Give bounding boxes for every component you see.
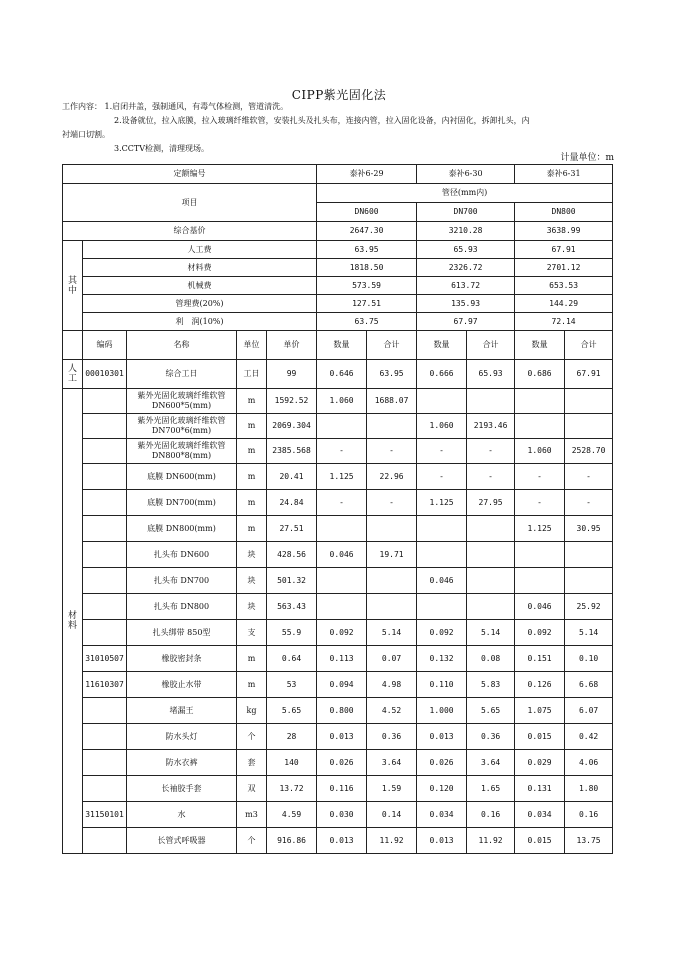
- row-name: 防水衣裤: [127, 750, 237, 776]
- column-header: 合计: [367, 331, 417, 360]
- row-q2: 0.132: [417, 646, 467, 672]
- work-line-4: 3.CCTV检测，清理现场。: [114, 144, 209, 153]
- row-t2: 5.65: [467, 698, 515, 724]
- row-name: 底膜 DN800(mm): [127, 516, 237, 542]
- breakdown-label: 材料费: [83, 259, 317, 277]
- row-t2: [467, 542, 515, 568]
- row-name: 防水头灯: [127, 724, 237, 750]
- group-spacer: [63, 331, 83, 360]
- row-code: [83, 389, 127, 414]
- row-code: [83, 698, 127, 724]
- row-t3: 1.80: [565, 776, 613, 802]
- row-q2: 0.092: [417, 620, 467, 646]
- row-t1: 0.36: [367, 724, 417, 750]
- table-row: [63, 620, 613, 646]
- row-t2: 5.83: [467, 672, 515, 698]
- row-t1: -: [367, 439, 417, 464]
- row-unit: kg: [237, 698, 267, 724]
- breakdown-value: 72.14: [515, 313, 613, 331]
- row-price: 563.43: [267, 594, 317, 620]
- table-row: [63, 594, 613, 620]
- row-name: 综合工日: [127, 360, 237, 389]
- table-row: [63, 542, 613, 568]
- table-row: [63, 516, 613, 542]
- row-t3: -: [565, 464, 613, 490]
- base-price-label: 综合基价: [63, 222, 317, 241]
- table-row: [63, 389, 613, 414]
- row-code: 11610307: [83, 672, 127, 698]
- work-line-1: 1.启闭井盖，强制通风，有毒气体检测，管道清洗。: [104, 102, 289, 111]
- row-code: [83, 414, 127, 439]
- row-name: 扎头布 DN600: [127, 542, 237, 568]
- row-q1: 0.116: [317, 776, 367, 802]
- row-name: 扎头布 DN700: [127, 568, 237, 594]
- breakdown-value: 573.59: [317, 277, 417, 295]
- row-q3: 0.015: [515, 828, 565, 854]
- column-header: 数量: [417, 331, 467, 360]
- row-q1: 0.046: [317, 542, 367, 568]
- row-code: 31150101: [83, 802, 127, 828]
- row-t1: 1688.07: [367, 389, 417, 414]
- breakdown-value: 613.72: [417, 277, 515, 295]
- row-q1: 0.092: [317, 620, 367, 646]
- row-q3: 0.151: [515, 646, 565, 672]
- row-t2: [467, 516, 515, 542]
- row-unit: 个: [237, 724, 267, 750]
- pipe-size-1: DN600: [317, 203, 417, 222]
- row-unit: m: [237, 389, 267, 414]
- row-q1: [317, 414, 367, 439]
- row-t3: 0.42: [565, 724, 613, 750]
- row-name: 底膜 DN600(mm): [127, 464, 237, 490]
- pipe-size-2: DN700: [417, 203, 515, 222]
- group-label-labor: 人工: [63, 360, 83, 389]
- row-t2: -: [467, 464, 515, 490]
- work-line-3: 衬端口切割。: [62, 130, 110, 139]
- row-t1: 5.14: [367, 620, 417, 646]
- row-q2: 0.110: [417, 672, 467, 698]
- table-row: [63, 414, 613, 439]
- row-q1: 1.125: [317, 464, 367, 490]
- base-price-row: [63, 222, 613, 241]
- row-t1: 22.96: [367, 464, 417, 490]
- row-q2: 0.013: [417, 828, 467, 854]
- row-unit: 块: [237, 594, 267, 620]
- row-t3: 4.06: [565, 750, 613, 776]
- row-q2: [417, 594, 467, 620]
- row-unit: 工日: [237, 360, 267, 389]
- row-q2: 0.013: [417, 724, 467, 750]
- row-unit: m: [237, 646, 267, 672]
- row-t3: 6.68: [565, 672, 613, 698]
- row-q1: 0.026: [317, 750, 367, 776]
- breakdown-value: 2701.12: [515, 259, 613, 277]
- row-price: 140: [267, 750, 317, 776]
- row-q1: -: [317, 490, 367, 516]
- row-price: 1592.52: [267, 389, 317, 414]
- column-header: 名称: [127, 331, 237, 360]
- row-t1: [367, 594, 417, 620]
- table-row: [63, 568, 613, 594]
- cost-breakdown-row: [63, 295, 613, 313]
- row-q2: 1.125: [417, 490, 467, 516]
- row-t2: 27.95: [467, 490, 515, 516]
- breakdown-value: 67.97: [417, 313, 515, 331]
- row-q1: 0.113: [317, 646, 367, 672]
- row-name: 紫外光固化玻璃纤维软管DN700*6(mm): [127, 414, 237, 439]
- breakdown-label: 管理费(20%): [83, 295, 317, 313]
- row-name: 橡胶止水带: [127, 672, 237, 698]
- row-q3: 0.029: [515, 750, 565, 776]
- row-t2: [467, 594, 515, 620]
- row-t3: 25.92: [565, 594, 613, 620]
- row-q1: [317, 594, 367, 620]
- breakdown-value: 127.51: [317, 295, 417, 313]
- qizhong-label: 其中: [63, 241, 83, 331]
- row-name: 紫外光固化玻璃纤维软管DN600*5(mm): [127, 389, 237, 414]
- row-t3: -: [565, 490, 613, 516]
- row-q2: [417, 389, 467, 414]
- row-q3: 1.075: [515, 698, 565, 724]
- row-q1: 0.013: [317, 724, 367, 750]
- breakdown-value: 1818.50: [317, 259, 417, 277]
- row-q3: 0.034: [515, 802, 565, 828]
- breakdown-value: 653.53: [515, 277, 613, 295]
- work-content-label: 工作内容：: [62, 102, 102, 111]
- row-price: 428.56: [267, 542, 317, 568]
- row-t1: 4.98: [367, 672, 417, 698]
- pipe-diameter-label: 管径(mm内): [317, 184, 613, 203]
- row-t3: 0.16: [565, 802, 613, 828]
- column-header: 单价: [267, 331, 317, 360]
- row-t2: 2193.46: [467, 414, 515, 439]
- row-name: 扎头绑带 850型: [127, 620, 237, 646]
- row-t1: [367, 414, 417, 439]
- quota-code-2: 泰补6-30: [417, 165, 515, 184]
- row-unit: 块: [237, 568, 267, 594]
- table-row: [63, 490, 613, 516]
- table-row: [63, 646, 613, 672]
- row-q1: 1.060: [317, 389, 367, 414]
- row-q3: 0.131: [515, 776, 565, 802]
- cost-breakdown-row: [63, 241, 613, 259]
- row-price: 4.59: [267, 802, 317, 828]
- row-code: [83, 568, 127, 594]
- breakdown-label: 机械费: [83, 277, 317, 295]
- item-label: 项目: [63, 184, 317, 222]
- row-q3: 0.046: [515, 594, 565, 620]
- pipe-diameter-row: [63, 184, 613, 203]
- row-q3: -: [515, 464, 565, 490]
- row-q1: 0.030: [317, 802, 367, 828]
- row-code: 00010301: [83, 360, 127, 389]
- row-unit: 套: [237, 750, 267, 776]
- row-t3: [565, 568, 613, 594]
- row-price: 916.86: [267, 828, 317, 854]
- row-q1: 0.013: [317, 828, 367, 854]
- row-t2: 0.08: [467, 646, 515, 672]
- row-q3: 1.125: [515, 516, 565, 542]
- row-price: 99: [267, 360, 317, 389]
- row-unit: m: [237, 672, 267, 698]
- row-q2: -: [417, 464, 467, 490]
- quota-table-body: [63, 165, 613, 854]
- quota-code-1: 泰补6-29: [317, 165, 417, 184]
- row-code: [83, 516, 127, 542]
- table-row: [63, 776, 613, 802]
- row-q3: 0.015: [515, 724, 565, 750]
- row-t1: 3.64: [367, 750, 417, 776]
- table-row: [63, 750, 613, 776]
- work-line-2: 2.设备就位，拉入底膜，拉入玻璃纤维软管，安装扎头及扎头布，连接内管，拉入固化设备，内衬固化，拆卸扎头，内: [114, 116, 530, 125]
- row-code: [83, 776, 127, 802]
- column-header: 数量: [515, 331, 565, 360]
- breakdown-value: 2326.72: [417, 259, 515, 277]
- row-t1: 0.07: [367, 646, 417, 672]
- row-t3: [565, 542, 613, 568]
- row-unit: 双: [237, 776, 267, 802]
- row-price: 27.51: [267, 516, 317, 542]
- row-name: 水: [127, 802, 237, 828]
- row-name: 扎头布 DN800: [127, 594, 237, 620]
- row-q1: -: [317, 439, 367, 464]
- row-price: 53: [267, 672, 317, 698]
- row-code: [83, 542, 127, 568]
- row-t3: 2528.70: [565, 439, 613, 464]
- row-q2: 1.000: [417, 698, 467, 724]
- row-q3: [515, 414, 565, 439]
- pipe-size-3: DN800: [515, 203, 613, 222]
- row-price: 2069.304: [267, 414, 317, 439]
- row-t3: 30.95: [565, 516, 613, 542]
- row-q2: [417, 516, 467, 542]
- row-price: 501.32: [267, 568, 317, 594]
- quota-no-label: 定额编号: [63, 165, 317, 184]
- row-q1: [317, 568, 367, 594]
- row-t1: 19.71: [367, 542, 417, 568]
- cost-breakdown-row: [63, 259, 613, 277]
- row-q1: 0.800: [317, 698, 367, 724]
- table-row: [63, 672, 613, 698]
- row-q2: 0.046: [417, 568, 467, 594]
- row-q3: 0.126: [515, 672, 565, 698]
- breakdown-label: 利 润(10%): [83, 313, 317, 331]
- row-unit: m3: [237, 802, 267, 828]
- breakdown-value: 63.95: [317, 241, 417, 259]
- breakdown-value: 63.75: [317, 313, 417, 331]
- breakdown-value: 144.29: [515, 295, 613, 313]
- row-q3: -: [515, 490, 565, 516]
- row-t3: [565, 389, 613, 414]
- row-t2: -: [467, 439, 515, 464]
- column-header-row: [63, 331, 613, 360]
- row-price: 20.41: [267, 464, 317, 490]
- row-price: 13.72: [267, 776, 317, 802]
- row-t2: [467, 568, 515, 594]
- column-header: 编码: [83, 331, 127, 360]
- row-t1: 1.59: [367, 776, 417, 802]
- breakdown-value: 135.93: [417, 295, 515, 313]
- breakdown-label: 人工费: [83, 241, 317, 259]
- row-unit: 块: [237, 542, 267, 568]
- row-t1: 0.14: [367, 802, 417, 828]
- row-t2: 0.36: [467, 724, 515, 750]
- cost-breakdown-row: [63, 277, 613, 295]
- base-price-2: 3210.28: [417, 222, 515, 241]
- base-price-3: 3638.99: [515, 222, 613, 241]
- row-unit: m: [237, 490, 267, 516]
- row-name: 长袖胶手套: [127, 776, 237, 802]
- row-code: [83, 490, 127, 516]
- row-t2: 1.65: [467, 776, 515, 802]
- row-q2: 0.026: [417, 750, 467, 776]
- row-code: [83, 750, 127, 776]
- row-name: 长管式呼吸器: [127, 828, 237, 854]
- row-t1: [367, 516, 417, 542]
- row-t1: 63.95: [367, 360, 417, 389]
- row-unit: 个: [237, 828, 267, 854]
- row-price: 55.9: [267, 620, 317, 646]
- breakdown-value: 65.93: [417, 241, 515, 259]
- row-code: [83, 594, 127, 620]
- column-header: 合计: [467, 331, 515, 360]
- row-q3: [515, 568, 565, 594]
- row-unit: 支: [237, 620, 267, 646]
- row-t2: 0.16: [467, 802, 515, 828]
- row-price: 0.64: [267, 646, 317, 672]
- table-row: [63, 360, 613, 389]
- row-q2: 0.666: [417, 360, 467, 389]
- row-t2: 5.14: [467, 620, 515, 646]
- row-price: 5.65: [267, 698, 317, 724]
- group-label-material: 材料: [63, 389, 83, 854]
- row-t1: 11.92: [367, 828, 417, 854]
- row-q2: 0.120: [417, 776, 467, 802]
- row-code: 31010507: [83, 646, 127, 672]
- row-unit: m: [237, 516, 267, 542]
- table-row: [63, 698, 613, 724]
- row-code: [83, 620, 127, 646]
- row-q3: 1.060: [515, 439, 565, 464]
- row-t2: 11.92: [467, 828, 515, 854]
- row-q3: 0.092: [515, 620, 565, 646]
- table-row: [63, 464, 613, 490]
- column-header: 数量: [317, 331, 367, 360]
- row-name: 堵漏王: [127, 698, 237, 724]
- row-price: 2385.568: [267, 439, 317, 464]
- column-header: 合计: [565, 331, 613, 360]
- quota-code-3: 泰补6-31: [515, 165, 613, 184]
- row-unit: m: [237, 414, 267, 439]
- row-t2: 3.64: [467, 750, 515, 776]
- row-name: 紫外光固化玻璃纤维软管DN800*8(mm): [127, 439, 237, 464]
- quota-table: [62, 164, 613, 854]
- row-code: [83, 828, 127, 854]
- cost-breakdown-row: [63, 313, 613, 331]
- row-code: [83, 724, 127, 750]
- row-t3: 0.10: [565, 646, 613, 672]
- row-q3: [515, 389, 565, 414]
- row-code: [83, 439, 127, 464]
- work-content: [62, 100, 618, 156]
- row-q2: 1.060: [417, 414, 467, 439]
- row-t3: 13.75: [565, 828, 613, 854]
- row-unit: m: [237, 439, 267, 464]
- row-q2: [417, 542, 467, 568]
- row-t3: 6.07: [565, 698, 613, 724]
- column-header: 单位: [237, 331, 267, 360]
- row-t2: 65.93: [467, 360, 515, 389]
- row-t3: 67.91: [565, 360, 613, 389]
- table-row: [63, 439, 613, 464]
- row-q3: 0.686: [515, 360, 565, 389]
- table-row: [63, 802, 613, 828]
- row-t2: [467, 389, 515, 414]
- row-q3: [515, 542, 565, 568]
- document-title: CIPP紫光固化法: [291, 88, 387, 102]
- row-q1: 0.646: [317, 360, 367, 389]
- row-name: 底膜 DN700(mm): [127, 490, 237, 516]
- row-q2: -: [417, 439, 467, 464]
- row-t3: [565, 414, 613, 439]
- row-q1: [317, 516, 367, 542]
- breakdown-value: 67.91: [515, 241, 613, 259]
- row-q1: 0.094: [317, 672, 367, 698]
- row-t1: [367, 568, 417, 594]
- row-price: 28: [267, 724, 317, 750]
- base-price-1: 2647.30: [317, 222, 417, 241]
- quota-no-row: [63, 165, 613, 184]
- row-price: 24.84: [267, 490, 317, 516]
- row-unit: m: [237, 464, 267, 490]
- row-t3: 5.14: [565, 620, 613, 646]
- row-code: [83, 464, 127, 490]
- unit-label: 计量单位：m: [560, 153, 614, 163]
- row-t1: -: [367, 490, 417, 516]
- row-t1: 4.52: [367, 698, 417, 724]
- row-name: 橡胶密封条: [127, 646, 237, 672]
- row-q2: 0.034: [417, 802, 467, 828]
- table-row: [63, 724, 613, 750]
- table-row: [63, 828, 613, 854]
